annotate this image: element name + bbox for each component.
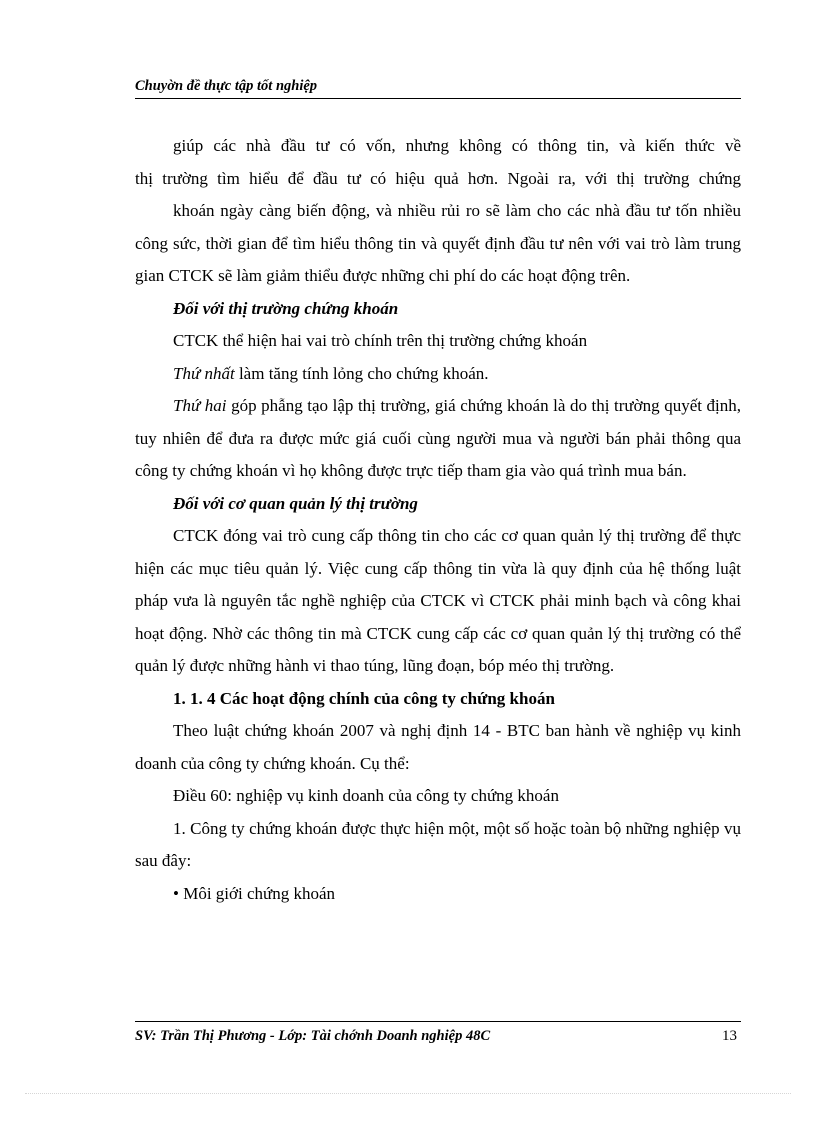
paragraph-regulators: CTCK đóng vai trò cung cấp thông tin cho các cơ quan quản lý thị trường để thực hiện các mục tiêu quản lý. Việc cung cấp thông tin vừa là quy định của hệ thống luật pháp vưa là nguyên tắc nghề nghiệp của CTCK vì CTCK phải minh bạch và công khai hoạt động. Nhờ các thông tin mà CTCK cung cấp các cơ quan quản lý thị trường có thể quản lý được những hành vi thao túng, lũng đoạn, bóp méo thị trường. xyxy=(135,526,741,675)
second-role-label: Thứ hai xyxy=(173,396,227,415)
section-heading-main-activities: 1. 1. 4 Các hoạt động chính của công ty chứng khoán xyxy=(173,688,555,708)
section-heading-stock-market: Đối với thị trường chứng khoán xyxy=(173,298,399,318)
second-role-text: góp phẫng tạo lập thị trường, giá chứng khoán là do thị trường quyết định, tuy nhiên để đưa ra được mức giá cuối cùng người mua và người bán phải thông qua công ty chứng khoán vì họ không được trực tiếp tham gia vào quá trình mua bán. xyxy=(135,396,742,480)
first-role-label: Thứ nhất xyxy=(173,363,235,383)
paragraph-continued-line-1: giúp các nhà đầu tư có vốn, nhưng không có thông tin, và kiến thức về xyxy=(173,136,741,155)
paragraph-ctck-role-investors: khoán ngày càng biến động, và nhiều rủi ro sẽ làm cho các nhà đầu tư tốn nhiều công sức, thời gian để tìm hiểu thông tin và quyết định đầu tư nên với vai trò làm trung gian CTCK sẽ làm giảm thiểu được những chi phí do các hoạt động trên. xyxy=(135,201,741,285)
section-heading-regulators: Đối với cơ quan quản lý thị trường xyxy=(173,493,418,513)
paragraph-second-role xyxy=(135,390,741,488)
page-content xyxy=(135,130,741,910)
paragraph-continued-line-2: thị trường tìm hiểu để đầu tư có hiệu quả hơn. Ngoài ra, với thị trường chứng xyxy=(135,168,741,188)
page-number: 13 xyxy=(722,1028,737,1044)
running-header: Chuyờn đề thực tập tốt nghiệp xyxy=(135,76,741,99)
paragraph-two-roles: CTCK thể hiện hai vai trò chính trên thị trường chứng khoán xyxy=(173,331,588,350)
footer-student-info: SV: Trần Thị Phương - Lớp: Tài chớnh Doanh nghiệp 48C xyxy=(135,1028,491,1044)
paragraph-first-role xyxy=(135,358,741,391)
paragraph-law: Theo luật chứng khoán 2007 và nghị định 14 - BTC ban hành về nghiệp vụ kinh doanh của công ty chứng khoán. Cụ thể: xyxy=(135,721,741,773)
first-role-text: làm tăng tính lỏng cho chứng khoán. xyxy=(234,363,489,383)
footer-divider xyxy=(135,1021,741,1022)
paragraph-article-60: Điều 60: nghiệp vụ kinh doanh của công ty chứng khoán xyxy=(173,786,559,805)
list-item-brokerage: • Môi giới chứng khoán xyxy=(173,883,336,903)
page-bottom-dotted-border xyxy=(25,1093,791,1094)
paragraph-article-60-item-1: 1. Công ty chứng khoán được thực hiện một, một số hoặc toàn bộ những nghiệp vụ sau đây: xyxy=(135,818,741,870)
